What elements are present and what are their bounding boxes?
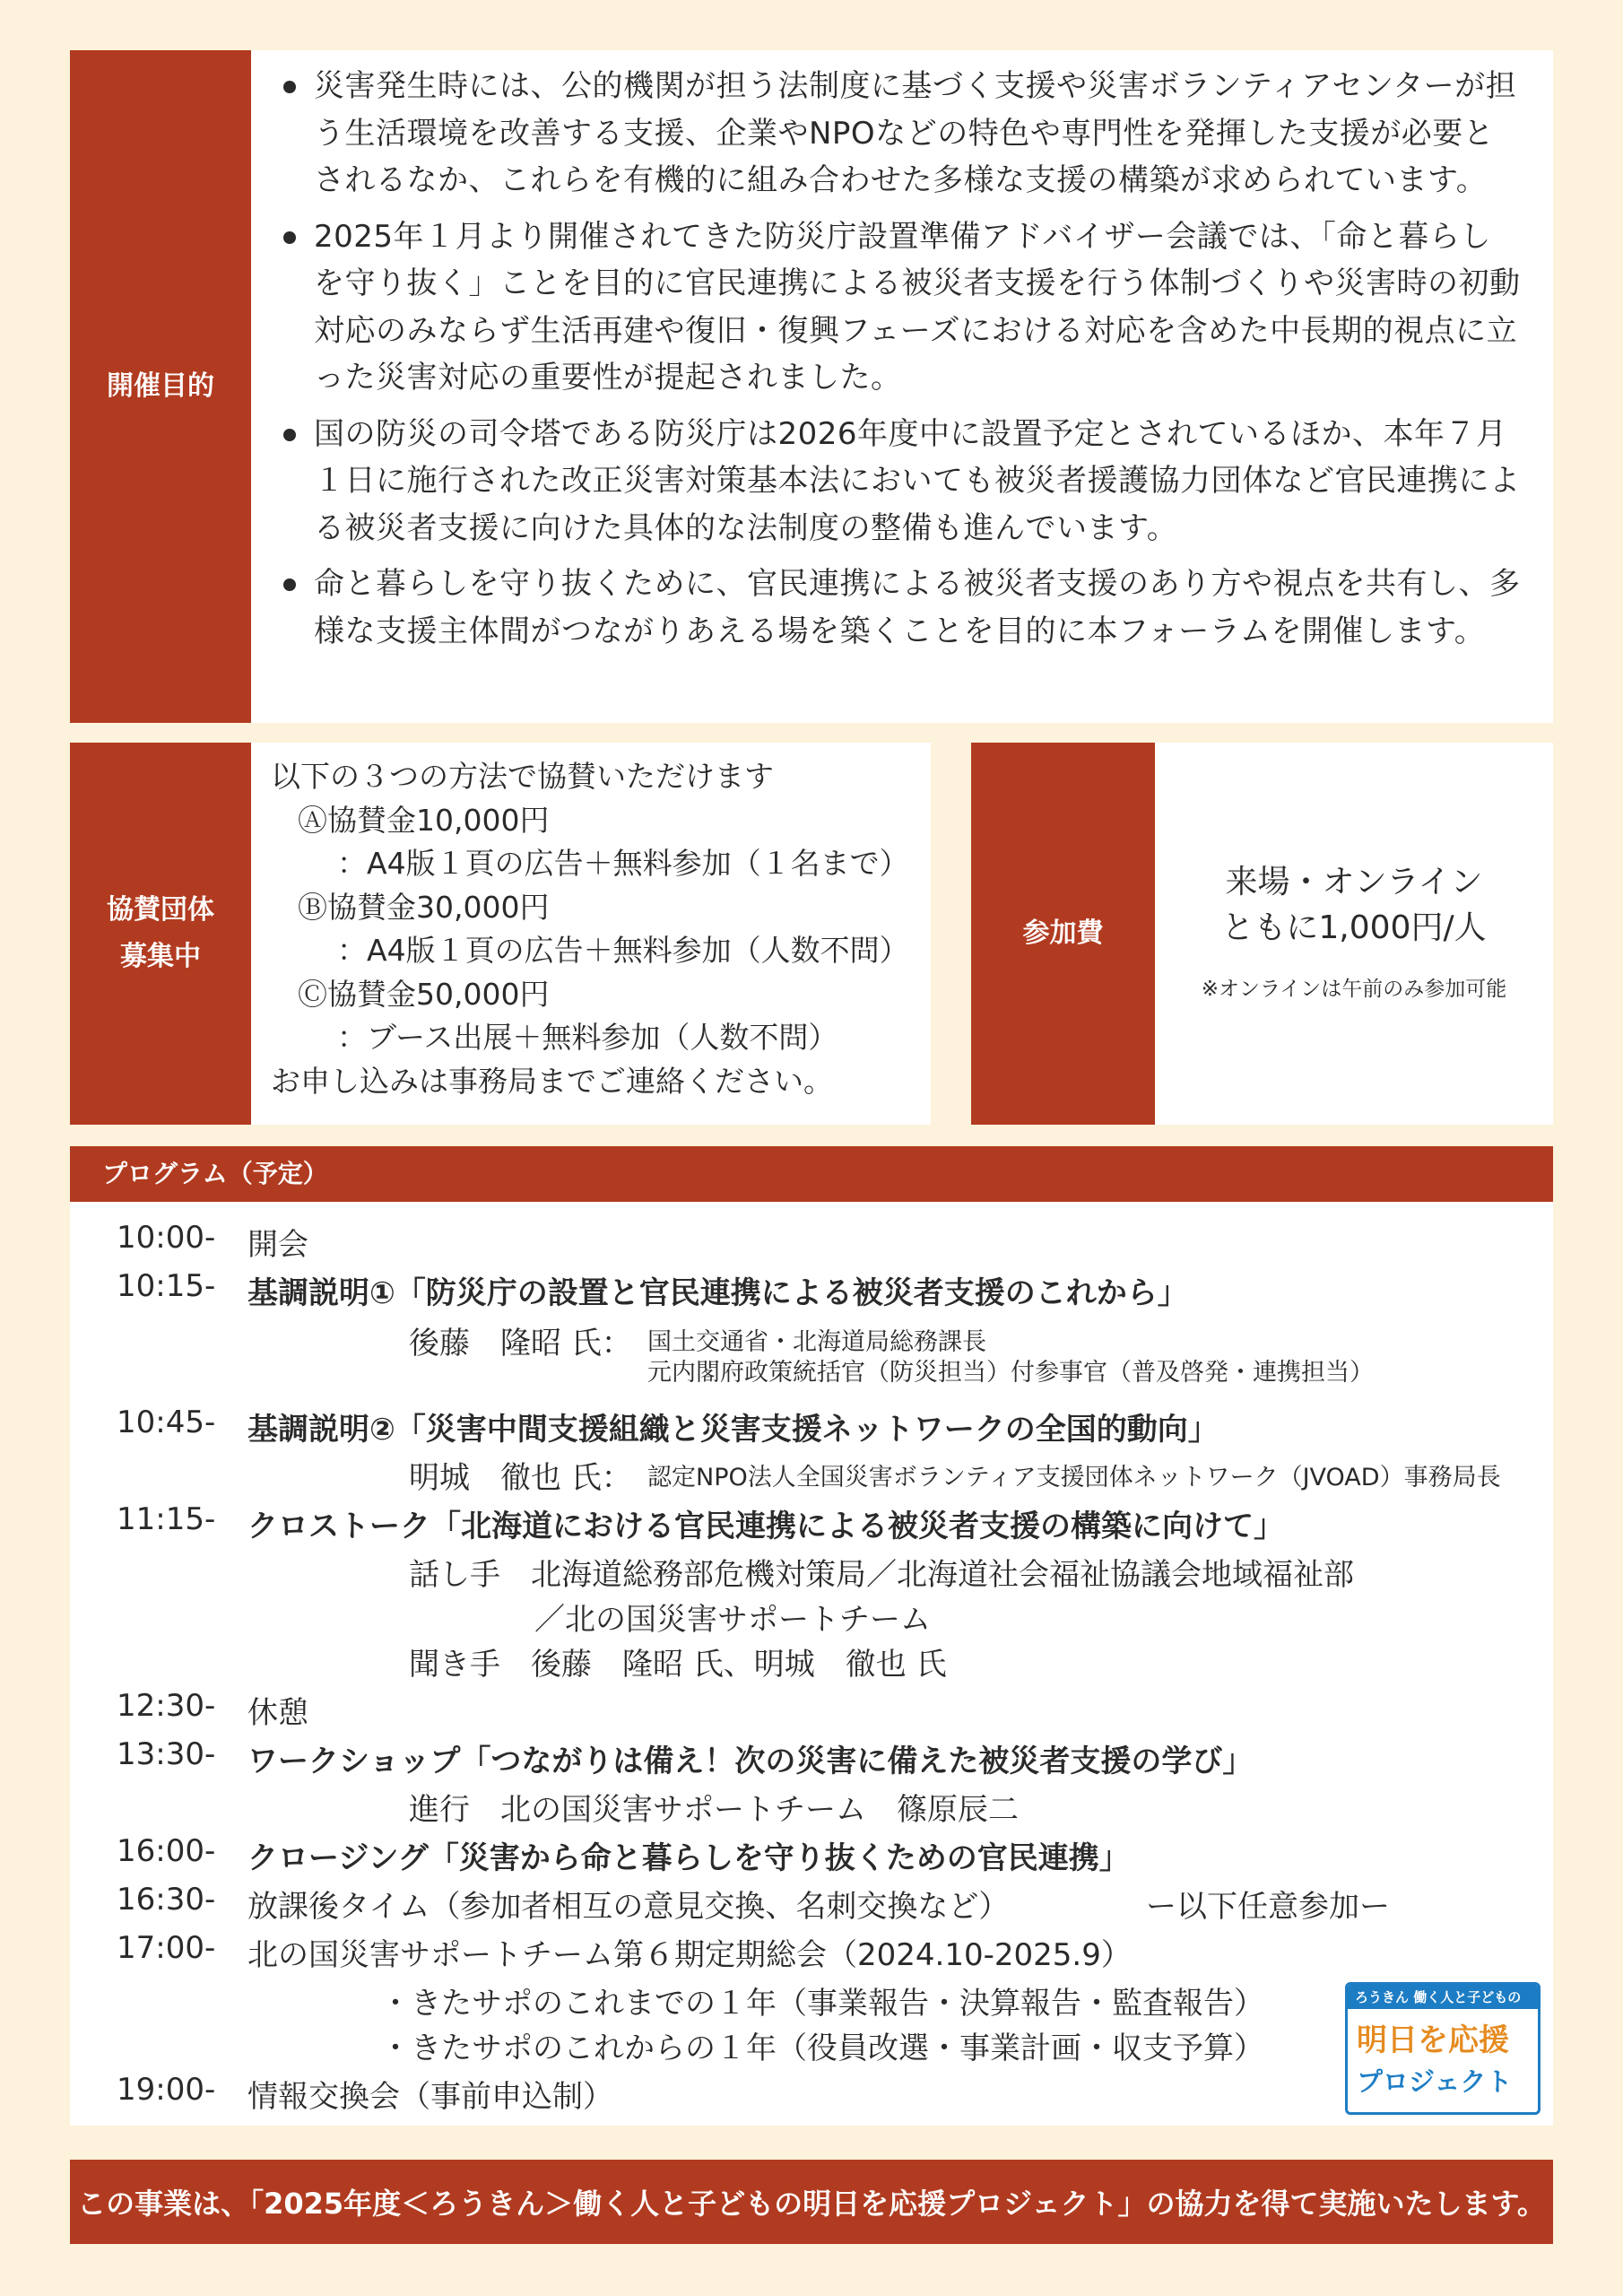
sponsor-option-c-detail: ：ブース出展＋無料参加（人数不問） [337,1020,838,1055]
program-box [70,1202,1553,2126]
speaker-name: 明城 徹也 氏： [409,1460,632,1496]
footer-text: この事業は、「2025年度＜ろうきん＞働く人と子どもの明日を応援プロジェクト」の協力を得て実施いたします。 [77,2187,1546,2221]
program-time: 10:15- [117,1268,216,1304]
purpose-list [251,50,1553,655]
purpose-label [70,50,251,723]
crosstalk-speakers: 話し手 北海道総務部危機対策局／北海道社会福祉協議会地域福祉部 [409,1557,1354,1593]
program-title: 情報交換会（事前申込制） [247,2079,613,2115]
purpose-item: 災害発生時には、公的機関が担う法制度に基づく支援や災害ボランティアセンターが担う生活環境を改善する支援、企業やNPOなどの特色や専門性を発揮した支援が必要とされるなか、これらを有機的に組み合わせた多様な支援の構築が求められています。 [314,63,1521,204]
logo-top-text: ろうきん 働く人と子どもの [1348,1985,1538,2009]
fee-note: ※オンラインは午前のみ参加可能 [1201,978,1507,1001]
program-time: 13:30- [117,1736,216,1772]
sponsor-option-c: Ⓒ協賛金50,000円 [298,976,550,1012]
speaker-affiliation: 元内閣府政策統括官（防災担当）付参事官（普及啓発・連携担当） [647,1359,1374,1387]
footer-bar [70,2160,1553,2244]
program-title: ワークショップ「つながりは備え！次の災害に備えた被災者支援の学び」 [247,1744,1254,1779]
crosstalk-listeners: 聞き手 後藤 隆昭 氏、明城 徹也 氏 [409,1647,947,1683]
speaker-affiliation: 国土交通省・北海道局総務課長 [647,1328,986,1356]
sponsor-option-b: Ⓑ協賛金30,000円 [298,889,550,925]
agenda-bullet: ・きたサポのこれからの１年（役員改選・事業計画・収支予算） [380,2031,1264,2066]
program-time: 11:15- [117,1501,216,1537]
purpose-item: 命と暮らしを守り抜くために、官民連携による被災者支援のあり方や視点を共有し、多様な支援主体間がつながりあえる場を築くことを目的に本フォーラムを開催します。 [314,561,1521,655]
speaker-affiliation: 認定NPO法人全国災害ボランティア支援団体ネットワーク（JVOAD）事務局長 [647,1464,1501,1492]
program-time: 19:00- [117,2072,216,2108]
purpose-item: 国の防災の司令塔である防災庁は2026年度中に設置予定とされているほか、本年７月１日に施行された改正災害対策基本法においても被災者援護協力団体など官民連携による被災者支援に向けた具体的な法制度の整備も進んでいます。 [314,411,1521,552]
program-time: 12:30- [117,1688,216,1724]
sponsor-label-line1: 協賛団体 [107,894,214,926]
workshop-facilitator: 進行 北の国災害サポートチーム 篠原辰二 [409,1792,1019,1828]
program-title: クロージング「災害から命と暮らしを守り抜くための官民連携」 [247,1840,1130,1876]
sponsor-intro: 以下の３つの方法で協賛いただけます [271,759,774,794]
sponsor-option-a-detail: ：A4版１頁の広告＋無料参加（１名まで） [337,846,909,881]
speaker-name: 後藤 隆昭 氏： [409,1326,632,1361]
purpose-box [251,50,1553,723]
program-time: 16:00- [117,1833,216,1869]
program-time: 17:00- [117,1930,216,1966]
purpose-label-text: 開催目的 [107,370,214,402]
fee-text [1155,859,1553,951]
rokin-project-logo [1345,1982,1541,2115]
program-title: クロストーク「北海道における官民連携による被災者支援の構築に向けて」 [247,1509,1284,1544]
program-title: 休憩 [247,1695,308,1731]
sponsor-box [251,743,931,1125]
program-title: 開会 [247,1227,308,1263]
logo-line1: 明日を応援 [1357,2022,1509,2058]
optional-note: ー以下任意参加ー [1146,1889,1390,1925]
logo-line2: プロジェクト [1357,2066,1513,2097]
program-time: 16:30- [117,1882,216,1918]
program-title: 北の国災害サポートチーム第６期定期総会（2024.10-2025.9） [247,1937,1132,1973]
sponsor-option-b-detail: ：A4版１頁の広告＋無料参加（人数不問） [337,933,909,968]
fee-line2: ともに1,000円/人 [1221,909,1487,946]
fee-line1: 来場・オンライン [1225,864,1483,900]
program-title: 基調説明②「災害中間支援組織と災害支援ネットワークの全国的動向」 [247,1412,1219,1448]
sponsor-label [70,743,251,1125]
program-time: 10:45- [117,1405,216,1440]
purpose-item: 2025年１月より開催されてきた防災庁設置準備アドバイザー会議では、「命と暮らしを守り抜く」ことを目的に官民連携による被災者支援を行う体制づくりや災害時の初動対応のみならず生活再建や復旧・復興フェーズにおける対応を含めた中長期的視点に立った災害対応の重要性が提起されました。 [314,213,1521,402]
fee-label-text: 参加費 [1022,918,1104,949]
fee-label [971,743,1155,1125]
sponsor-option-a: Ⓐ協賛金10,000円 [298,802,550,838]
program-header: プログラム（予定） [70,1146,1553,1202]
crosstalk-speakers-cont: ／北の国災害サポートチーム [534,1602,931,1638]
program-time: 10:00- [117,1220,216,1256]
fee-box [1155,743,1553,1125]
program-title: 放課後タイム（参加者相互の意見交換、名刺交換など） [247,1889,1010,1925]
sponsor-contact: お申し込みは事務局までご連絡ください。 [271,1063,833,1099]
program-title: 基調説明①「防災庁の設置と官民連携による被災者支援のこれから」 [247,1275,1188,1311]
sponsor-label-line2: 募集中 [120,941,201,972]
agenda-bullet: ・きたサポのこれまでの１年（事業報告・決算報告・監査報告） [380,1986,1264,2022]
